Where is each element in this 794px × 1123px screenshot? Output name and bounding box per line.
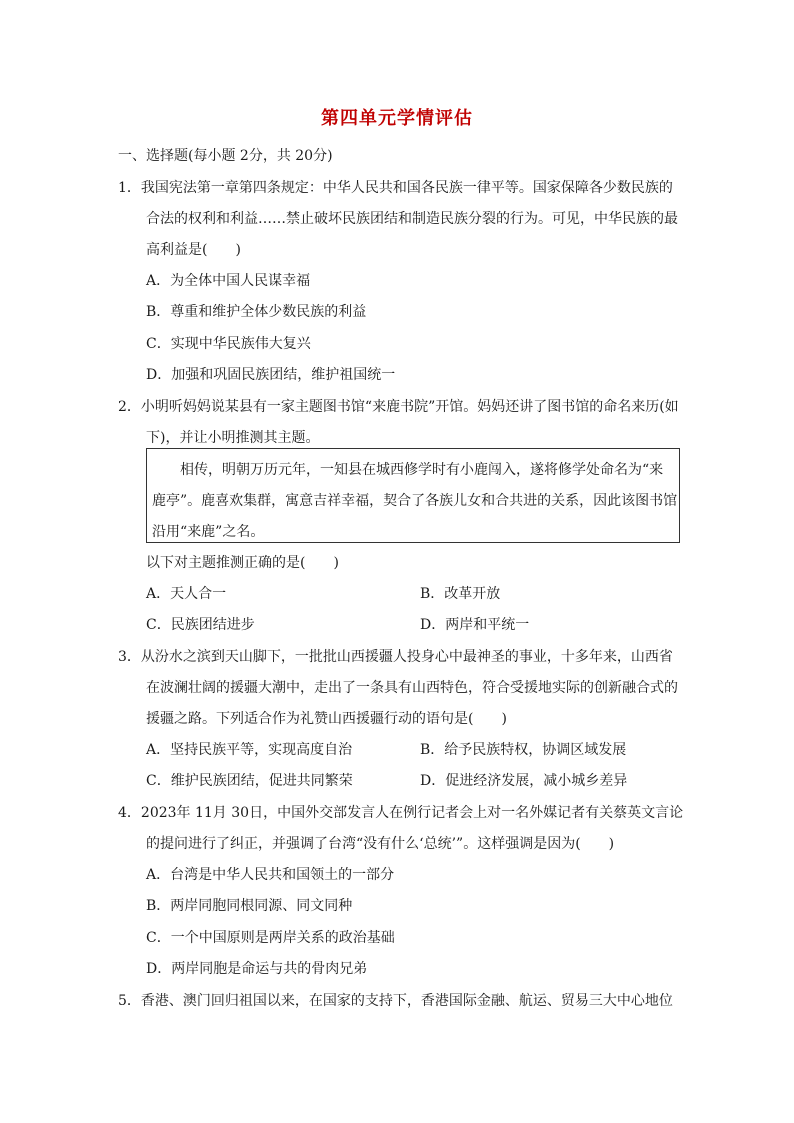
question-2-line-2: 下)，并让小明推测其主题。 <box>146 430 320 446</box>
section-heading: 一、选择题(每小题 2分，共 20分) <box>118 148 333 164</box>
question-3-line-1: 3．从汾水之滨到天山脚下，一批批山西援疆人投身心中最神圣的事业，十多年来，山西省 <box>118 649 673 665</box>
question-3-line-3: 援疆之路。下列适合作为礼赞山西援疆行动的语句是( ) <box>146 711 507 727</box>
question-1-option-c: C．实现中华民族伟大复兴 <box>146 336 311 352</box>
question-2-option-d: D．两岸和平统一 <box>420 617 530 633</box>
question-2-option-c: C．民族团结进步 <box>146 617 255 633</box>
question-1-option-b: B．尊重和维护全体少数民族的利益 <box>146 304 367 320</box>
quote-line-3: 沿用“来鹿”之名。 <box>152 524 265 540</box>
question-4-line-1: 4．2023年 11月 30日，中国外交部发言人在例行记者会上对一名外媒记者有关蔡英文言论 <box>118 805 684 821</box>
question-1-line-1: 1．我国宪法第一章第四条规定：中华人民共和国各民族一律平等。国家保障各少数民族的 <box>118 180 673 196</box>
page-title: 第四单元学情评估 <box>321 108 473 129</box>
question-1-line-2: 合法的权利和利益……禁止破坏民族团结和制造民族分裂的行为。可见，中华民族的最 <box>146 211 678 227</box>
question-1-option-d: D．加强和巩固民族团结，维护祖国统一 <box>146 367 396 383</box>
quote-line-2: 鹿亭”。鹿喜欢集群，寓意吉祥幸福，契合了各族儿女和合共进的关系，因此该图书馆 <box>152 493 678 509</box>
question-4-option-d: D．两岸同胞是命运与共的骨肉兄弟 <box>146 961 368 977</box>
question-5-line-1: 5．香港、澳门回归祖国以来，在国家的支持下，香港国际金融、航运、贸易三大中心地位 <box>118 993 673 1009</box>
question-4-option-a: A．台湾是中华人民共和国领土的一部分 <box>146 867 395 883</box>
question-3-option-b: B．给予民族特权，协调区域发展 <box>420 742 627 758</box>
question-2-option-b: B．改革开放 <box>420 586 501 602</box>
question-2-line-1: 2．小明听妈妈说某县有一家主题图书馆“来鹿书院”开馆。妈妈还讲了图书馆的命名来历(如 <box>118 399 679 415</box>
question-3-line-2: 在波澜壮阔的援疆大潮中，走出了一条具有山西特色，符合受援地实际的创新融合式的 <box>146 680 678 696</box>
quote-line-1: 相传，明朝万历元年，一知县在城西修学时有小鹿闯入，遂将修学处命名为“来 <box>180 462 664 478</box>
question-2-stem: 以下对主题推测正确的是( ) <box>146 555 339 571</box>
question-4-line-2: 的提问进行了纠正，并强调了台湾“没有什么‘总统’”。这样强调是因为( ) <box>146 836 615 852</box>
question-3-option-c: C．维护民族团结，促进共同繁荣 <box>146 773 353 789</box>
question-1-option-a: A．为全体中国人民谋幸福 <box>146 273 311 289</box>
question-3-option-d: D．促进经济发展，减小城乡差异 <box>420 773 628 789</box>
question-3-option-a: A．坚持民族平等，实现高度自治 <box>146 742 353 758</box>
question-1-line-3: 高利益是( ) <box>146 242 241 258</box>
question-2-option-a: A．天人合一 <box>146 586 227 602</box>
question-4-option-b: B．两岸同胞同根同源、同文同种 <box>146 898 353 914</box>
question-4-option-c: C．一个中国原则是两岸关系的政治基础 <box>146 930 395 946</box>
quote-box <box>146 448 680 543</box>
